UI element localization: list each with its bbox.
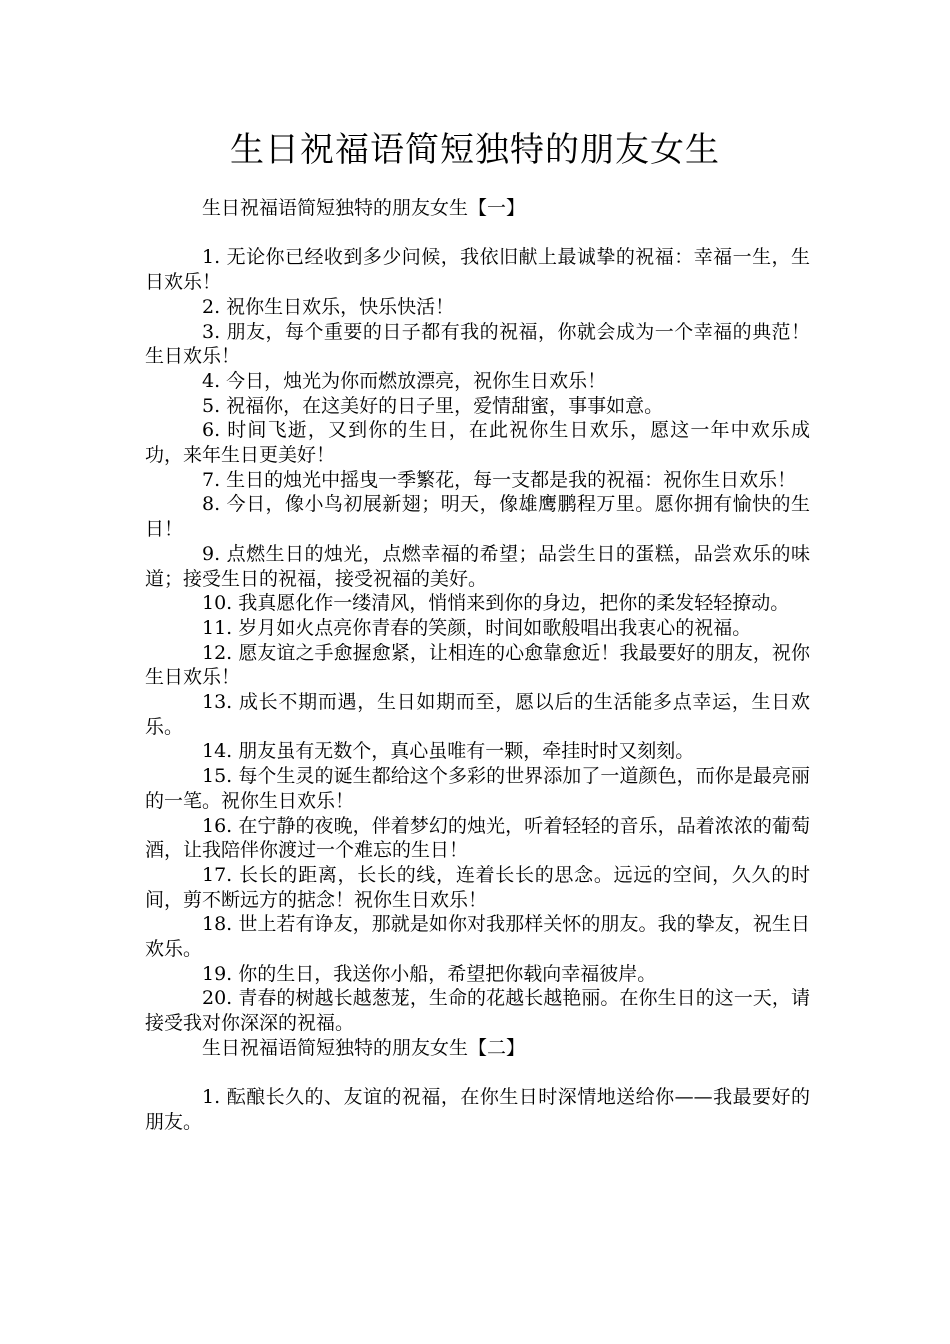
list-item: 18. 世上若有诤友，那就是如你对我那样关怀的朋友。我的挚友，祝生日欢乐。 [145, 913, 810, 961]
section-heading: 生日祝福语简短独特的朋友女生【二】 [202, 1036, 526, 1059]
list-item: 4. 今日，烛光为你而燃放漂亮，祝你生日欢乐！ [202, 369, 607, 392]
blank-line [145, 221, 810, 246]
list-item: 11. 岁月如火点亮你青春的笑颜，时间如歌般唱出我衷心的祝福。 [202, 616, 752, 639]
list-item: 16. 在宁静的夜晚，伴着梦幻的烛光，听着轻轻的音乐，品着浓浓的葡萄酒，让我陪伴你渡过一个难忘的生日！ [145, 814, 810, 862]
list-item: 12. 愿友谊之手愈握愈紧，让相连的心愈靠愈近！我最要好的朋友，祝你生日欢乐！ [145, 641, 810, 689]
list-item: 10. 我真愿化作一缕清风，悄悄来到你的身边，把你的柔发轻轻撩动。 [202, 592, 790, 615]
blank-line [145, 1061, 810, 1086]
list-item: 15. 每个生灵的诞生都给这个多彩的世界添加了一道颜色，而你是最亮丽的一笔。祝你生日欢乐！ [145, 765, 810, 812]
section-heading: 生日祝福语简短独特的朋友女生【一】 [202, 197, 526, 219]
list-item: 8. 今日，像小鸟初展新翅；明天，像雄鹰鹏程万里。愿你拥有愉快的生日！ [145, 493, 810, 541]
list-item: 1. 酝酿长久的、友谊的祝福，在你生日时深情地送给你——我最要好的朋友。 [145, 1086, 810, 1133]
list-item: 1. 无论你已经收到多少问候，我依旧献上最诚挚的祝福：幸福一生，生日欢乐！ [145, 246, 810, 294]
list-item: 17. 长长的距离，长长的线，连着长长的思念。远远的空间，久久的时间，剪不断远方的掂念！祝你生日欢乐！ [145, 863, 810, 911]
list-item: 7. 生日的烛光中摇曳一季繁花，每一支都是我的祝福：祝你生日欢乐！ [202, 468, 797, 491]
list-item: 20. 青春的树越长越葱茏，生命的花越长越艳丽。在你生日的这一天，请接受我对你深深的祝福。 [145, 987, 810, 1035]
document-body [145, 196, 810, 1135]
list-item: 6. 时间飞逝，又到你的生日，在此祝你生日欢乐，愿这一年中欢乐成功，来年生日更美好！ [145, 419, 810, 467]
list-item: 14. 朋友虽有无数个，真心虽唯有一颗，牵挂时时又刻刻。 [202, 740, 695, 763]
list-item: 2. 祝你生日欢乐，快乐快活！ [202, 295, 455, 318]
list-item: 13. 成长不期而遇，生日如期而至，愿以后的生活能多点幸运，生日欢乐。 [145, 691, 810, 738]
list-item: 5. 祝福你，在这美好的日子里，爱情甜蜜，事事如意。 [202, 394, 664, 417]
list-item: 9. 点燃生日的烛光，点燃幸福的希望；品尝生日的蛋糕，品尝欢乐的味道；接受生日的祝福，接受祝福的美好。 [145, 542, 810, 590]
list-item: 3. 朋友，每个重要的日子都有我的祝福，你就会成为一个幸福的典范！生日欢乐！ [145, 320, 810, 368]
document-title: 生日祝福语简短独特的朋友女生 [230, 130, 720, 170]
list-item: 19. 你的生日，我送你小船，希望把你载向幸福彼岸。 [202, 962, 657, 985]
